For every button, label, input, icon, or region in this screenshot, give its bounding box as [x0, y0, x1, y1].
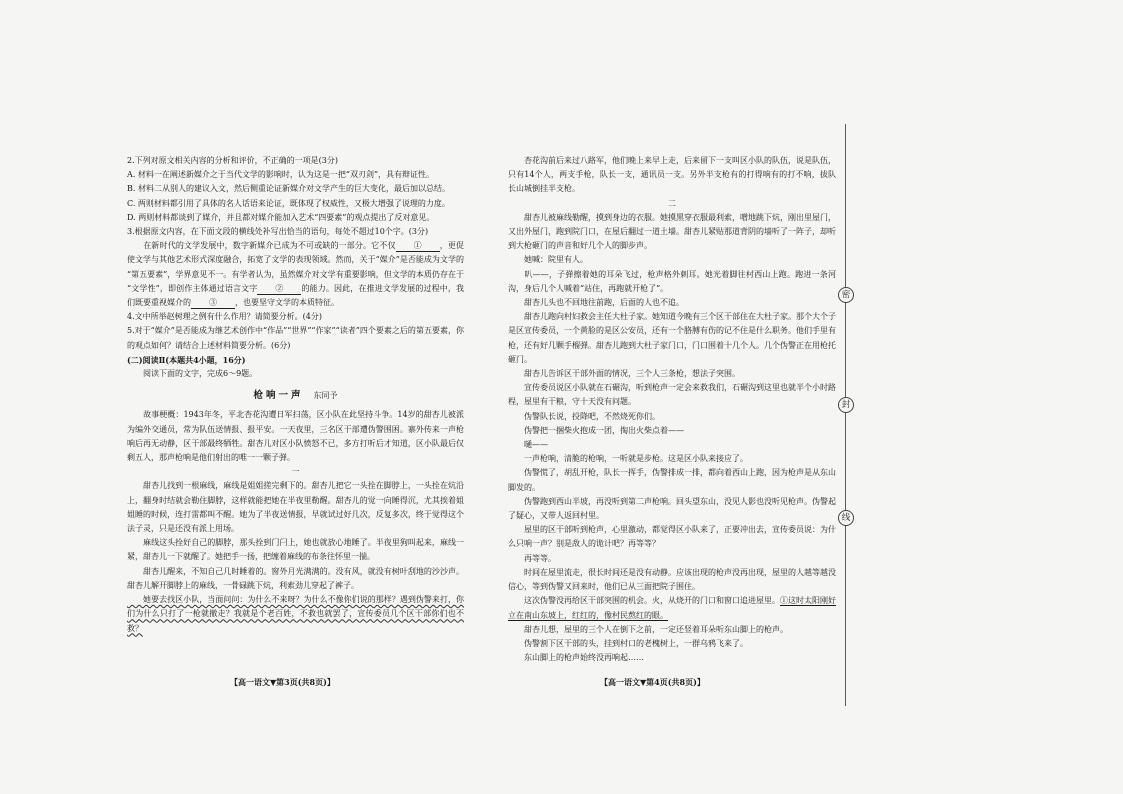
story-paragraph: 甜杏儿跑向村妇救会主任大杜子家。她知道今晚有三个区干部住在大杜子家。那个大个子是区宣传委员，一个黄脸的是区公安员，还有一个胳膊有伤的记不住是什么职务。他们手里有枪，还有好几颗手榴弹。甜杏儿跑到大杜子家门口，门口围着十几个人。几个伪警正在用枪托砸门。: [508, 312, 836, 364]
story-title-text: 枪响一声: [253, 390, 304, 402]
question-5: 5.对于“媒介”是否能成为继艺术创作中“作品”“世界”“作家”“读者”四个要素之后的第五要素，你的观点如何？请结合上述材料简要分析。(6分): [127, 326, 464, 350]
page-footer-3: 【高一语文▼第3页(共8页)】: [230, 677, 335, 687]
option-b: B. 材料二从别人的建议入文，然后侧重论证新媒介对文学产生的巨大变化，最后加以总结。: [127, 184, 450, 194]
story-paragraph: 伪警割下区干部的头，挂到村口的老槐树上，一群乌鸦飞来了。: [508, 638, 748, 648]
question-2: 2.下列对原文相关内容的分析和评价，不正确的一项是(3分): [127, 156, 338, 165]
passage-part-3: 的能力。因此，在推进文学发展的过程中，我们既要重视媒介的: [127, 283, 464, 308]
story-paragraph: 屋里的区干部听到枪声，心里激动，都觉得区小队来了，正要冲出去，宣传委员说：为什么只响一声？别是敌人的诡计吧？再等等？: [508, 525, 836, 549]
option-c: C. 两则材料都引用了具体的名人话语来论证，既体现了权威性，又极大增强了说理的力度。: [127, 198, 450, 208]
page-footer-4: 【高一语文▼第4页(共8页)】: [600, 677, 705, 687]
story-paragraph: 伪警慌了，胡乱开枪，队长一挥手，伪警排成一排，都向着西山上跑，因为枪声是从东山脚发的。: [508, 468, 836, 492]
story-paragraph: 伪警队长说，投降吧，不然烧死你们。: [508, 411, 660, 421]
blank-1: ①: [396, 241, 440, 252]
story-paragraph: 甜杏儿找到一根麻线，麻线是姐姐搓完剩下的。甜杏儿把它一头拴在脚脖上，一头拴在炕沿上，翻身时结就会勒住脚脖，这样就能把她在半夜里勒醒。甜杏儿的觉一向睡得沉，尤其挨着姐姐睡的时候，连打雷都叫不醒。她为了半夜送情报，早就试过好几次，反复多次，终于觉得这个法子灵，只是还没有派上用场。: [127, 481, 464, 534]
section-title: (二)阅读Ⅱ(本题共4小题，16分): [127, 354, 246, 365]
wavy-underlined-text: 她要去找区小队，当面问问：为什么不来呀？为什么不像你们说的那样？遇到伪警来打，你们为什么只打了一枪就撤走？我就是个老百姓，不救也就罢了，宣传委员几个区干部你们也不救？: [127, 595, 464, 633]
story-synopsis: 故事梗概：1943年冬，平北杏花沟遭日军扫荡，区小队在此坚持斗争。14岁的甜杏儿被派为编外交通员，常为队伍送情报、报平安。一天夜里，三名区干部遭伪警围困。寨外传来一声枪响后再无动静，区干部最终牺牲。甜杏儿对区小队愤怒不已，多方打听后才知道，区小队最后仅剩五人，那声枪响是他们射出的唯一一颗子弹。: [127, 410, 464, 463]
blank-3: ③: [191, 298, 235, 309]
story-paragraph: 甜杏儿告诉区干部外面的情况，三个人三条枪，想法子突围。: [508, 369, 740, 379]
story-paragraph: 她喊：院里有人。: [508, 255, 588, 265]
story-paragraph: 再等等。: [508, 553, 556, 563]
story-paragraph: 麻线这头拴好自己的脚脖，那头拴到门闩上，她也就放心地睡了。半夜里狗叫起来，麻线一紧，甜杏儿一下就醒了。她把手一扬，把缠着麻线的布条往怀里一揣。: [127, 538, 464, 562]
binding-mark-feng: 封: [838, 397, 854, 413]
story-paragraph-underlined: [508, 594, 836, 622]
option-d: D. 两则材料都谈到了媒介，并且都对媒介能加入艺术“四要素”的观点提出了反对意见。: [127, 212, 435, 222]
story-paragraph: 东山脚上的枪声始终没再响起……: [508, 653, 644, 663]
story-paragraph: 嗵——: [508, 440, 548, 450]
right-page: [508, 154, 836, 665]
story-paragraph-marked: [127, 593, 464, 636]
part-marker-1: 一: [291, 467, 300, 477]
question-3: 3.根据原文内容，在下面文段的横线处补写出恰当的语句，每处不超过10个字。(3分): [127, 227, 429, 237]
reading-instruction: 阅读下面的文字，完成6～9题。: [127, 369, 258, 379]
blank-2: ②: [257, 284, 301, 295]
binding-mark-xian: 线: [838, 510, 854, 526]
option-a: A. 材料一在阐述新媒介之于当代文学的影响时，认为这是一把“双刃剑”，具有辩证性。: [127, 170, 435, 180]
underlined-sentence-1: ①这时太阳刚好立在南山东坡上，红红的，像村民熬红的眼。: [508, 596, 836, 620]
story-paragraph: 伪警跑到西山半坡，再没听到第二声枪响。回头望东山，没见人影也没听见枪声。伪警起了疑心，又带人返回村里。: [508, 496, 836, 521]
story-paragraph: 宣传委员说区小队就在石碾沟，听到枪声一定会来救我们，石碾沟到这里也就半个小时路程，屋里有干粮，守十天没有问题。: [508, 383, 836, 407]
story-paragraph: 甜杏儿醒来，不知自己几时睡着的。窗外月光满满的。没有风，就没有树叶刮地的沙沙声。甜杏儿解开脚脖上的麻线，一骨碌跳下炕，利索劲儿穿起了裤子。: [127, 566, 464, 590]
binding-line: [845, 124, 846, 706]
story-paragraph: 甜杏儿想，屋里的三个人在倒下之前，一定还竖着耳朵听东山脚上的枪声。: [508, 624, 788, 634]
story-paragraph: 伪警把一捆柴火抱成一团，掏出火柴点着——: [508, 425, 684, 435]
story-paragraph: 杏花沟前后来过八路军，他们晚上来早上走，后来留下一支叫区小队的队伍，说是队伍，只有14个人，两支手枪，队长一支，通讯员一支。另外半支枪有的打得响有的打不响，拔队长山城倒挂半支枪。: [508, 156, 836, 194]
paragraph-lead: 这次伪警没再给区干部突围的机会。火，从烧开的门口和窗口追进屋里。: [508, 596, 780, 606]
passage-part-1: 在新时代的文学发展中，数字新媒介已成为不可或缺的一部分。它不仅: [127, 241, 396, 251]
question-4: 4.文中所举赵树理之例有什么作用？请简要分析。(4分): [127, 312, 322, 322]
passage-part-2: ，更促使文学与其他艺术形式深度融合，拓宽了文学的表现领域。然而，关于“媒介”是否能成为文学的“第五要素”，学界意见不一。有学者认为，虽然媒介对文学有重要影响，但文学的本质仍存在于“文学性”，即创作主体通过语言文字: [127, 241, 465, 293]
story-paragraph: 时间在屋里流走，很长时间还是没有动静。应该出现的枪声没再出现，屋里的人越等越没信心，等到伪警又回来时，他们已从三面把院子围住。: [508, 567, 836, 592]
story-paragraph: 一声枪响，清脆的枪响，一听就是步枪。这是区小队来接应了。: [508, 454, 748, 464]
left-page: [127, 154, 464, 636]
passage-part-4: ，也要坚守文学的本质特征。: [235, 298, 339, 308]
story-author: 东同予: [313, 391, 338, 401]
binding-mark-mi: 密: [838, 287, 854, 303]
story-paragraph: 甜杏儿头也不回地往前跑，后面的人也不追。: [508, 298, 684, 308]
question-3-passage: [127, 239, 464, 310]
story-paragraph: 甜杏儿被麻线勒醒，摸到身边的衣服。她摸黑穿衣服最利索，噌地跳下炕，刚出里屋门，又出外屋门，跑到院门口，在屋后翻过一道土墙。甜杏儿紧贴那道背阴的墙听了一阵子，却听到大枪砸门的声音和好几个人的脚步声。: [508, 212, 836, 251]
part-marker-2: 二: [668, 198, 676, 208]
story-title: [127, 389, 464, 403]
story-paragraph: 叭——，子弹擦着她的耳朵飞过，枪声格外刺耳。她光着脚往村西山上跑。跑进一条河沟，身后几个人喊着“站住，再跑就开枪了”。: [508, 269, 836, 293]
